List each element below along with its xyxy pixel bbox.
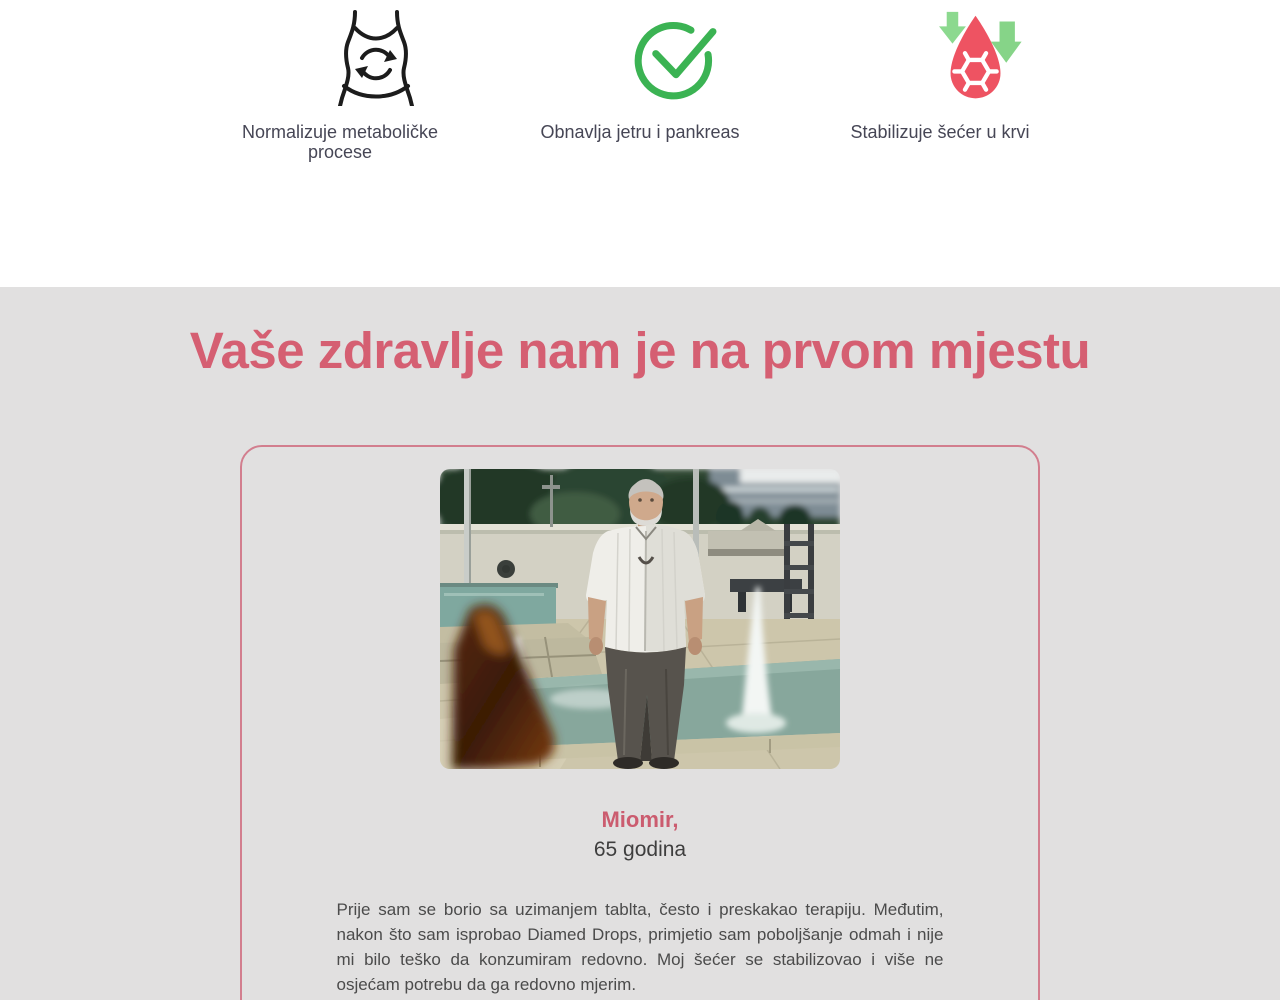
blood-sugar-drop-icon	[930, 8, 1022, 108]
metabolism-icon	[338, 8, 414, 108]
section-heading: Vaše zdravlje nam je na prvom mjestu	[189, 322, 1091, 379]
testimonial-age: 65 godina	[593, 838, 687, 861]
testimonial-card	[240, 445, 1040, 1000]
feature-metabolism	[190, 8, 490, 287]
feature-liver-pancreas	[490, 8, 790, 287]
feature-label-liver-pancreas: Obnavlja jetru i pankreas	[540, 122, 740, 142]
check-circle-icon	[632, 8, 720, 108]
testimonial-photo	[440, 469, 840, 769]
feature-blood-sugar	[790, 8, 1090, 287]
feature-label-blood-sugar: Stabilizuje šećer u krvi	[850, 122, 1030, 142]
feature-label-metabolism: Normalizuje metaboličke procese	[241, 122, 439, 162]
testimonial-section	[0, 287, 1280, 1000]
benefits-section	[0, 0, 1280, 287]
testimonial-quote: Prije sam se borio sa uzimanjem tablta, često i preskakao terapiju. Međutim, nakon što sam isprobao Diamed Drops, primjetio sam poboljšanje odmah i nije mi bilo teško da konzumiram redovno. Moj šećer se stabilizovao i više ne osjećam potrebu da ga redovno mjerim.	[336, 900, 944, 994]
testimonial-name: Miomir,	[601, 807, 679, 832]
